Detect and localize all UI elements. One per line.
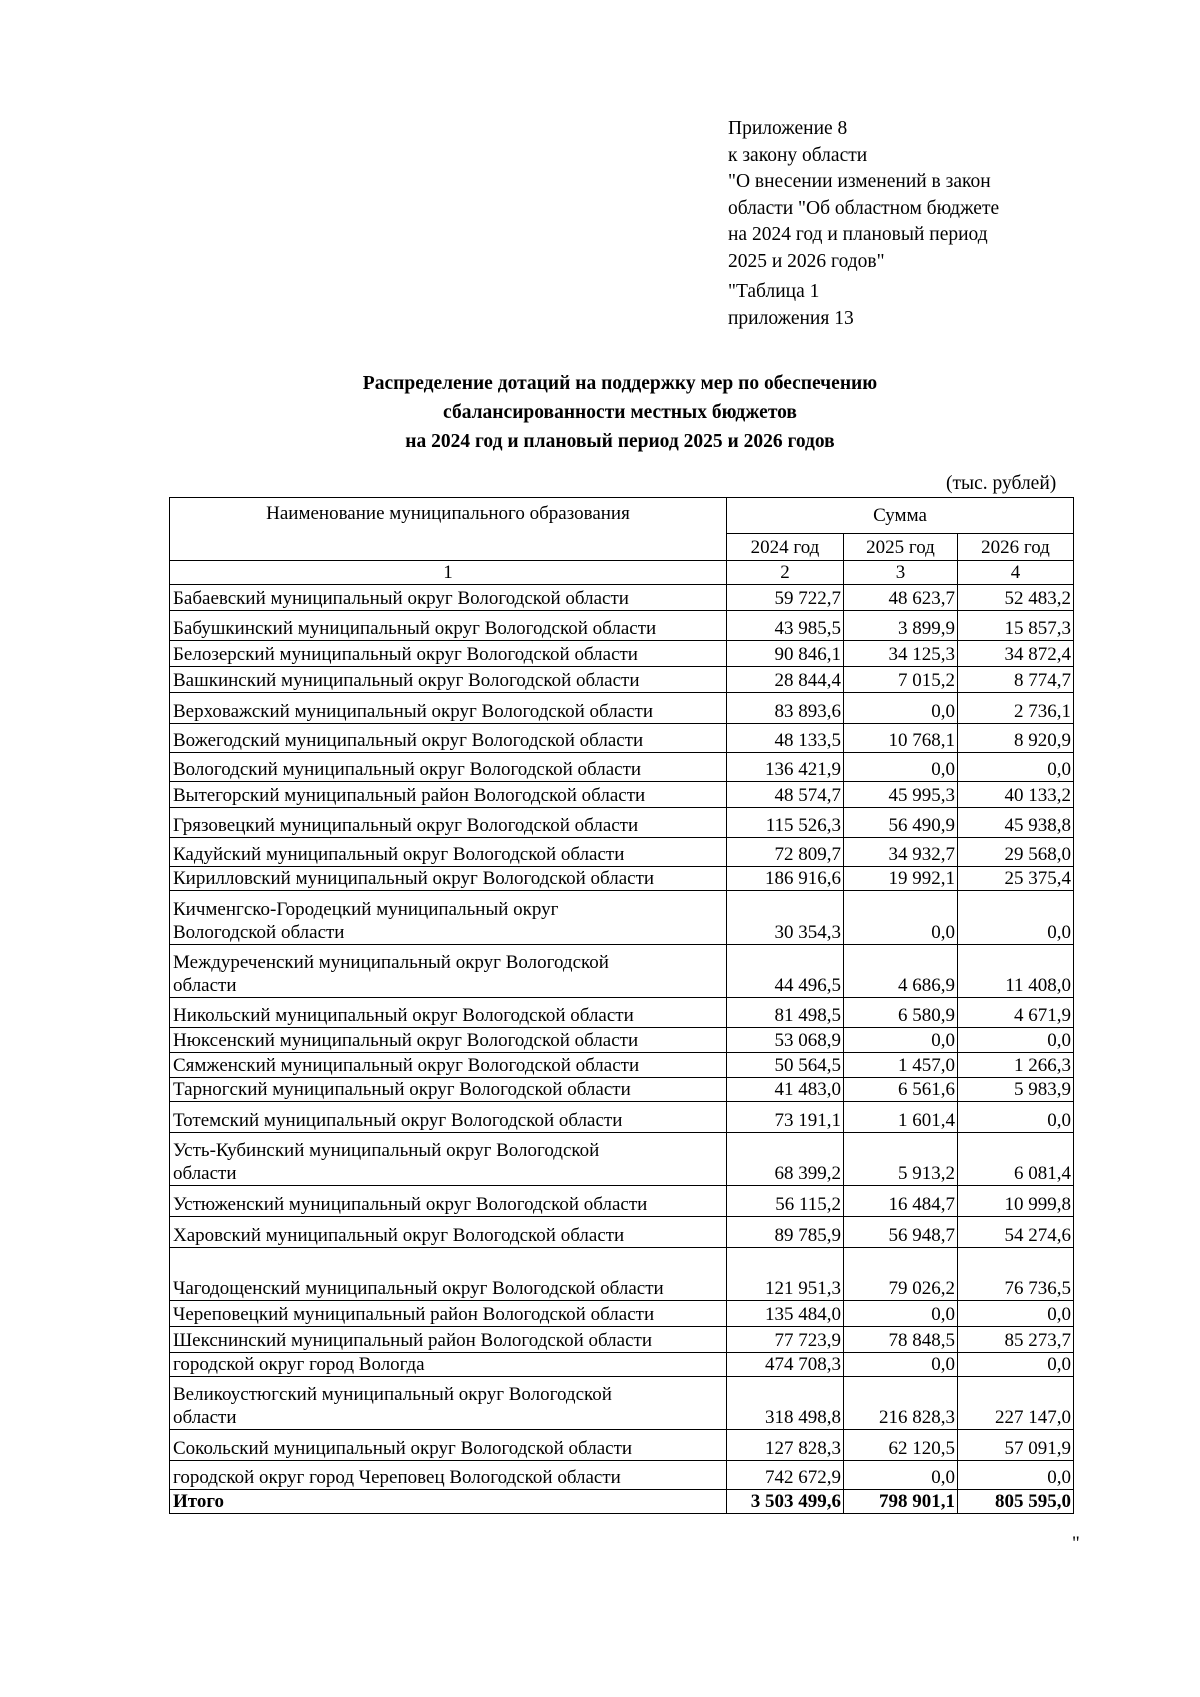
table-row xyxy=(170,1430,1074,1461)
value-2024: 48 133,5 xyxy=(727,724,844,753)
value-2025: 0,0 xyxy=(844,1301,958,1327)
value-2025: 19 992,1 xyxy=(844,867,958,891)
table-row xyxy=(170,1301,1074,1327)
municipality-name: Грязовецкий муниципальный округ Вологодской области xyxy=(170,808,727,838)
value-2024: 30 354,3 xyxy=(727,891,844,945)
document-title xyxy=(0,369,1200,456)
table-row xyxy=(170,1327,1074,1353)
value-2025: 79 026,2 xyxy=(844,1248,958,1301)
header-line: на 2024 год и плановый период xyxy=(728,224,988,245)
value-2025: 1 601,4 xyxy=(844,1102,958,1133)
table-row xyxy=(170,1353,1074,1377)
value-2025: 4 686,9 xyxy=(844,945,958,998)
value-2026: 52 483,2 xyxy=(958,585,1074,611)
value-2024: 186 916,6 xyxy=(727,867,844,891)
table-row xyxy=(170,808,1074,838)
value-2026: 6 081,4 xyxy=(958,1133,1074,1186)
value-2024: 115 526,3 xyxy=(727,808,844,838)
header-line: "О внесении изменений в закон xyxy=(728,171,991,192)
value-2025: 34 932,7 xyxy=(844,838,958,867)
municipality-name: Кирилловский муниципальный округ Вологодской области xyxy=(170,867,727,891)
value-2025: 56 490,9 xyxy=(844,808,958,838)
table-row xyxy=(170,1053,1074,1078)
value-2026: 15 857,3 xyxy=(958,611,1074,641)
appendix-header xyxy=(728,116,999,332)
col-number: 4 xyxy=(958,561,1074,585)
total-2025: 798 901,1 xyxy=(844,1490,958,1514)
value-2024: 68 399,2 xyxy=(727,1133,844,1186)
value-2026: 76 736,5 xyxy=(958,1248,1074,1301)
table-row xyxy=(170,945,1074,998)
table-ref-line: приложения 13 xyxy=(728,307,854,329)
header-line: 2025 и 2026 годов" xyxy=(728,250,885,272)
municipality-name: Тарногский муниципальный округ Вологодской области xyxy=(170,1078,727,1102)
value-2025: 1 457,0 xyxy=(844,1053,958,1078)
col-number: 2 xyxy=(727,561,844,585)
table-row xyxy=(170,838,1074,867)
value-2024: 474 708,3 xyxy=(727,1353,844,1377)
title-line: на 2024 год и плановый период 2025 и 2026 годов xyxy=(405,431,835,452)
value-2025: 0,0 xyxy=(844,693,958,724)
value-2024: 43 985,5 xyxy=(727,611,844,641)
table-row xyxy=(170,1078,1074,1102)
value-2025: 6 580,9 xyxy=(844,998,958,1028)
municipality-name: Вытегорский муниципальный район Вологодской области xyxy=(170,782,727,808)
table-row xyxy=(170,641,1074,667)
value-2026: 0,0 xyxy=(958,1102,1074,1133)
value-2026: 0,0 xyxy=(958,1353,1074,1377)
col-name-header: Наименование муниципального образования xyxy=(170,498,727,561)
table-row xyxy=(170,667,1074,693)
municipality-name: Никольский муниципальный округ Вологодской области xyxy=(170,998,727,1028)
municipality-name: Вашкинский муниципальный округ Вологодской области xyxy=(170,667,727,693)
header-row xyxy=(170,498,1074,534)
table-row xyxy=(170,891,1074,945)
table-row xyxy=(170,611,1074,641)
value-2025: 34 125,3 xyxy=(844,641,958,667)
value-2025: 56 948,7 xyxy=(844,1217,958,1248)
value-2026: 0,0 xyxy=(958,891,1074,945)
value-2026: 34 872,4 xyxy=(958,641,1074,667)
total-2026: 805 595,0 xyxy=(958,1490,1074,1514)
value-2024: 742 672,9 xyxy=(727,1461,844,1490)
value-2026: 25 375,4 xyxy=(958,867,1074,891)
table-row xyxy=(170,1102,1074,1133)
table-row xyxy=(170,998,1074,1028)
table-row xyxy=(170,1248,1074,1301)
value-2026: 8 920,9 xyxy=(958,724,1074,753)
value-2024: 318 498,8 xyxy=(727,1377,844,1430)
value-2024: 73 191,1 xyxy=(727,1102,844,1133)
value-2026: 8 774,7 xyxy=(958,667,1074,693)
table-row xyxy=(170,1377,1074,1430)
col-number: 1 xyxy=(170,561,727,585)
header-line: к закону области xyxy=(728,144,868,166)
value-2025: 16 484,7 xyxy=(844,1186,958,1217)
year-header: 2024 год xyxy=(727,534,844,561)
value-2025: 7 015,2 xyxy=(844,667,958,693)
subsidy-table xyxy=(169,497,1074,1514)
value-2026: 227 147,0 xyxy=(958,1377,1074,1430)
value-2024: 121 951,3 xyxy=(727,1248,844,1301)
value-2025: 10 768,1 xyxy=(844,724,958,753)
header-line: области "Об областном бюджете xyxy=(728,197,1000,219)
value-2025: 0,0 xyxy=(844,1353,958,1377)
table-row xyxy=(170,1461,1074,1490)
municipality-name: Кичменгско-Городецкий муниципальный округ Вологодской области xyxy=(170,891,727,945)
units-label: (тыс. рублей) xyxy=(946,473,1057,494)
value-2025: 0,0 xyxy=(844,1461,958,1490)
value-2026: 0,0 xyxy=(958,753,1074,782)
value-2025: 3 899,9 xyxy=(844,611,958,641)
table-row xyxy=(170,1217,1074,1248)
municipality-name: Великоустюгский муниципальный округ Вологодской области xyxy=(170,1377,727,1430)
value-2024: 59 722,7 xyxy=(727,585,844,611)
municipality-name: Тотемский муниципальный округ Вологодской области xyxy=(170,1102,727,1133)
value-2025: 45 995,3 xyxy=(844,782,958,808)
municipality-name: Шекснинский муниципальный район Вологодской области xyxy=(170,1327,727,1353)
value-2024: 72 809,7 xyxy=(727,838,844,867)
col-number: 3 xyxy=(844,561,958,585)
value-2026: 1 266,3 xyxy=(958,1053,1074,1078)
value-2026: 5 983,9 xyxy=(958,1078,1074,1102)
municipality-name: Белозерский муниципальный округ Вологодской области xyxy=(170,641,727,667)
table-row xyxy=(170,724,1074,753)
municipality-name: городской округ город Вологда xyxy=(170,1353,727,1377)
value-2026: 40 133,2 xyxy=(958,782,1074,808)
municipality-name: Харовский муниципальный округ Вологодской области xyxy=(170,1217,727,1248)
col-sum-header: Сумма xyxy=(727,498,1074,534)
value-2024: 89 785,9 xyxy=(727,1217,844,1248)
value-2025: 62 120,5 xyxy=(844,1430,958,1461)
value-2025: 48 623,7 xyxy=(844,585,958,611)
value-2024: 56 115,2 xyxy=(727,1186,844,1217)
municipality-name: Усть-Кубинский муниципальный округ Вологодской области xyxy=(170,1133,727,1186)
value-2025: 0,0 xyxy=(844,891,958,945)
value-2024: 81 498,5 xyxy=(727,998,844,1028)
value-2026: 10 999,8 xyxy=(958,1186,1074,1217)
closing-quote: " xyxy=(1072,1533,1080,1554)
value-2024: 90 846,1 xyxy=(727,641,844,667)
table-row xyxy=(170,1186,1074,1217)
col-number-row xyxy=(170,561,1074,585)
value-2026: 29 568,0 xyxy=(958,838,1074,867)
value-2024: 28 844,4 xyxy=(727,667,844,693)
value-2024: 50 564,5 xyxy=(727,1053,844,1078)
total-row xyxy=(170,1490,1074,1514)
value-2024: 53 068,9 xyxy=(727,1028,844,1053)
total-2024: 3 503 499,6 xyxy=(727,1490,844,1514)
value-2026: 0,0 xyxy=(958,1028,1074,1053)
value-2025: 6 561,6 xyxy=(844,1078,958,1102)
title-line: сбалансированности местных бюджетов xyxy=(443,402,797,423)
value-2024: 136 421,9 xyxy=(727,753,844,782)
table-row xyxy=(170,867,1074,891)
table-row xyxy=(170,1133,1074,1186)
municipality-name: Кадуйский муниципальный округ Вологодской области xyxy=(170,838,727,867)
municipality-name: Междуреченский муниципальный округ Вологодской области xyxy=(170,945,727,998)
value-2026: 11 408,0 xyxy=(958,945,1074,998)
municipality-name: Чагодощенский муниципальный округ Вологодской области xyxy=(170,1248,727,1301)
value-2025: 216 828,3 xyxy=(844,1377,958,1430)
value-2025: 5 913,2 xyxy=(844,1133,958,1186)
table-row xyxy=(170,1028,1074,1053)
year-header: 2026 год xyxy=(958,534,1074,561)
year-header: 2025 год xyxy=(844,534,958,561)
municipality-name: Устюженский муниципальный округ Вологодской области xyxy=(170,1186,727,1217)
value-2026: 45 938,8 xyxy=(958,808,1074,838)
table-row xyxy=(170,782,1074,808)
value-2024: 48 574,7 xyxy=(727,782,844,808)
value-2026: 57 091,9 xyxy=(958,1430,1074,1461)
municipality-name: Вологодский муниципальный округ Вологодской области xyxy=(170,753,727,782)
value-2024: 44 496,5 xyxy=(727,945,844,998)
municipality-name: Бабушкинский муниципальный округ Вологодской области xyxy=(170,611,727,641)
value-2024: 135 484,0 xyxy=(727,1301,844,1327)
value-2026: 2 736,1 xyxy=(958,693,1074,724)
table-row xyxy=(170,585,1074,611)
municipality-name: городской округ город Череповец Вологодской области xyxy=(170,1461,727,1490)
value-2024: 127 828,3 xyxy=(727,1430,844,1461)
value-2025: 0,0 xyxy=(844,1028,958,1053)
value-2024: 83 893,6 xyxy=(727,693,844,724)
municipality-name: Бабаевский муниципальный округ Вологодской области xyxy=(170,585,727,611)
municipality-name: Сокольский муниципальный округ Вологодской области xyxy=(170,1430,727,1461)
value-2026: 0,0 xyxy=(958,1461,1074,1490)
municipality-name: Сямженский муниципальный округ Вологодской области xyxy=(170,1053,727,1078)
value-2026: 4 671,9 xyxy=(958,998,1074,1028)
value-2026: 0,0 xyxy=(958,1301,1074,1327)
table-ref-line: "Таблица 1 xyxy=(728,281,820,302)
total-label: Итого xyxy=(170,1490,727,1514)
table-row xyxy=(170,693,1074,724)
value-2025: 0,0 xyxy=(844,753,958,782)
municipality-name: Верховажский муниципальный округ Вологодской области xyxy=(170,693,727,724)
title-line: Распределение дотаций на поддержку мер по обеспечению xyxy=(362,373,878,394)
value-2025: 78 848,5 xyxy=(844,1327,958,1353)
header-line: Приложение 8 xyxy=(728,118,848,139)
municipality-name: Нюксенский муниципальный округ Вологодской области xyxy=(170,1028,727,1053)
municipality-name: Череповецкий муниципальный район Вологодской области xyxy=(170,1301,727,1327)
value-2024: 77 723,9 xyxy=(727,1327,844,1353)
value-2026: 54 274,6 xyxy=(958,1217,1074,1248)
municipality-name: Вожегодский муниципальный округ Вологодской области xyxy=(170,724,727,753)
table-row xyxy=(170,753,1074,782)
value-2026: 85 273,7 xyxy=(958,1327,1074,1353)
value-2024: 41 483,0 xyxy=(727,1078,844,1102)
